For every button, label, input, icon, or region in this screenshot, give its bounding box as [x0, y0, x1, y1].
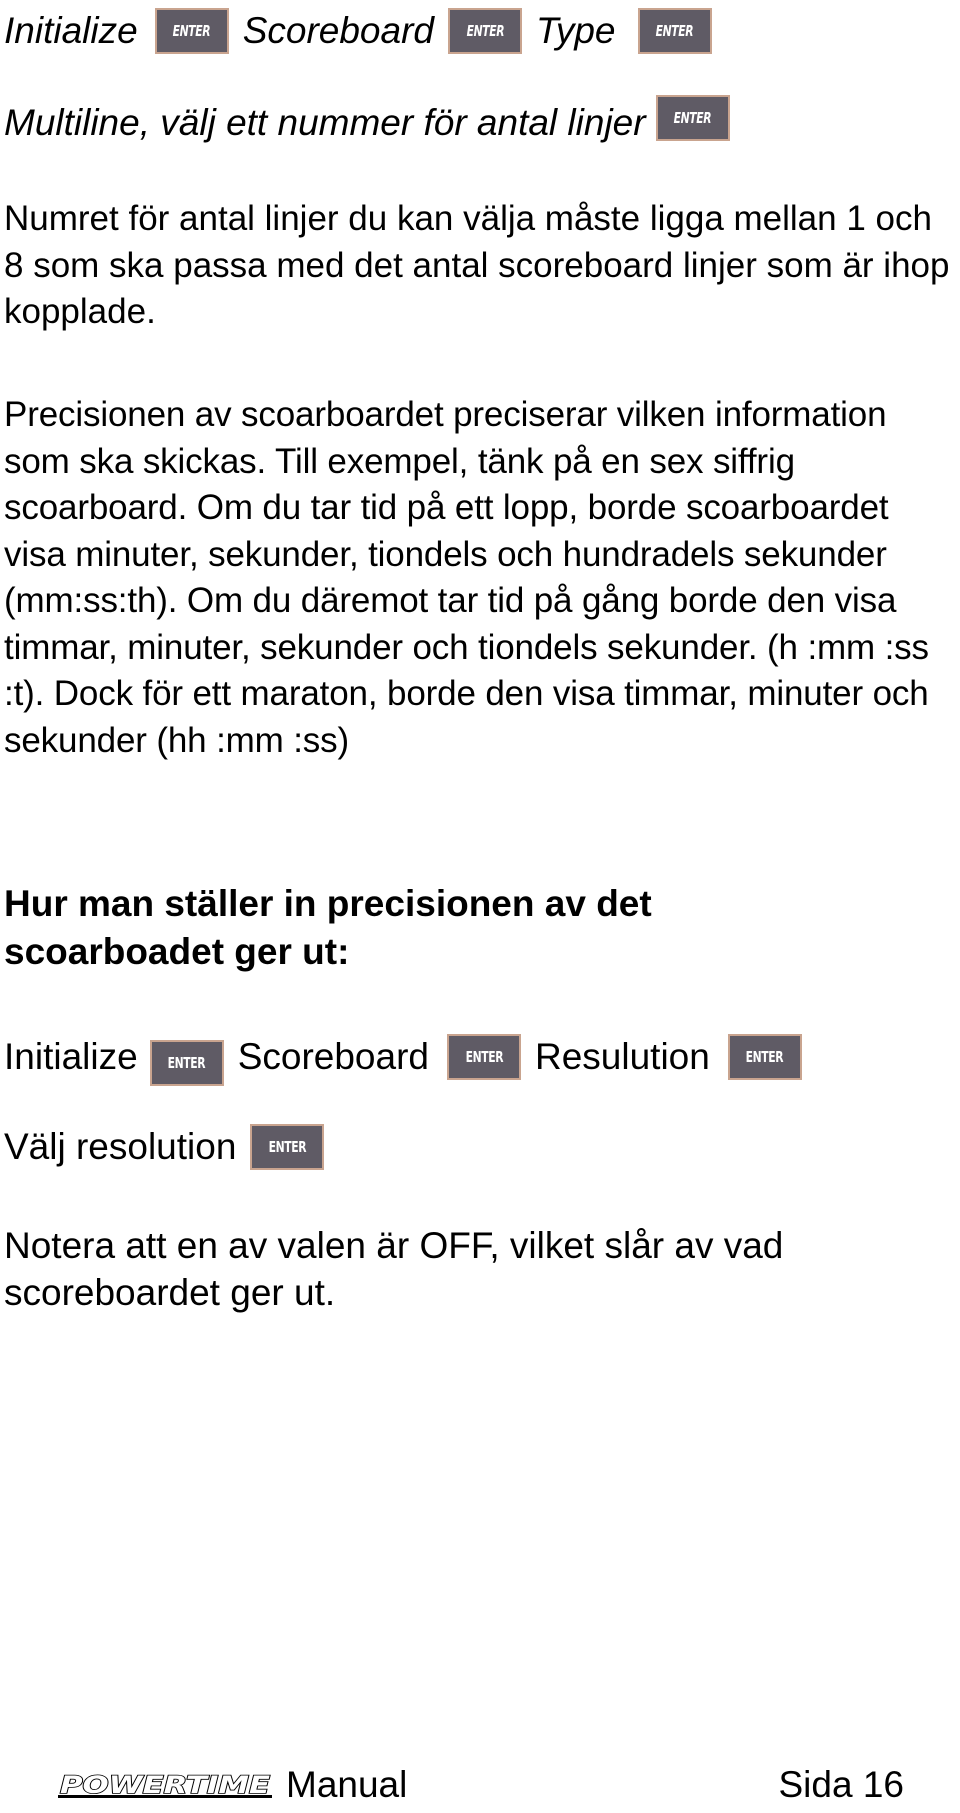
enter-key-icon: ENTER	[250, 1124, 324, 1170]
section-heading: Hur man ställer in precisionen av det scoarboadet ger ut:	[4, 883, 652, 972]
enter-key-icon: ENTER	[656, 95, 730, 141]
instruction-step-choose-resolution	[4, 1124, 338, 1170]
enter-key-icon: ENTER	[447, 1034, 521, 1080]
page-footer	[54, 1762, 904, 1808]
enter-key-icon: ENTER	[155, 8, 229, 54]
step1-word-type: Type	[535, 10, 616, 51]
enter-key-icon: ENTER	[448, 8, 522, 54]
step3-word-initialize: Initialize	[4, 1036, 138, 1077]
enter-key-icon: ENTER	[638, 8, 712, 54]
paragraph-precision: Precisionen av scoarboardet preciserar vilken information som ska skickas. Till exempel, tänk på en sex siffrig scoarboard. Om du tar tid på ett lopp, borde scoarboardet visa minuter, sekunder, tiondels och hundradels sekunder (mm:ss:th). Om du däremot tar tid på gång borde den visa timmar, minuter, sekunder och tiondels sekunder. (h :mm :ss :t). Dock för ett maraton, borde den visa timmar, minuter och sekunder (hh :mm :ss)	[4, 395, 929, 760]
step3-word-scoreboard: Scoreboard	[237, 1036, 429, 1077]
powertime-logo	[54, 1770, 276, 1800]
footer-manual-label: Manual	[286, 1764, 408, 1805]
step1-word-initialize: Initialize	[4, 10, 138, 51]
step4-text: Välj resolution	[4, 1126, 237, 1167]
instruction-step-initialize-type	[4, 8, 726, 54]
paragraph-off-note: Notera att en av valen är OFF, vilket slår av vad scoreboardet ger ut.	[4, 1225, 784, 1313]
footer-page-number: Sida 16	[778, 1764, 904, 1805]
instruction-step-resolution	[4, 1028, 816, 1086]
enter-key-icon: ENTER	[150, 1040, 224, 1086]
step1-word-scoreboard: Scoreboard	[242, 10, 434, 51]
paragraph-line-count: Numret för antal linjer du kan välja måste ligga mellan 1 och 8 som ska passa med det antal scoreboard linjer som är ihop kopplade.	[4, 199, 950, 331]
step2-text: Multiline, välj ett nummer för antal linjer	[4, 102, 646, 143]
instruction-step-multiline	[4, 102, 744, 144]
enter-key-icon: ENTER	[728, 1034, 802, 1080]
svg-text:POWERTIME: POWERTIME	[60, 1771, 271, 1799]
step3-word-resulution: Resulution	[534, 1036, 710, 1077]
